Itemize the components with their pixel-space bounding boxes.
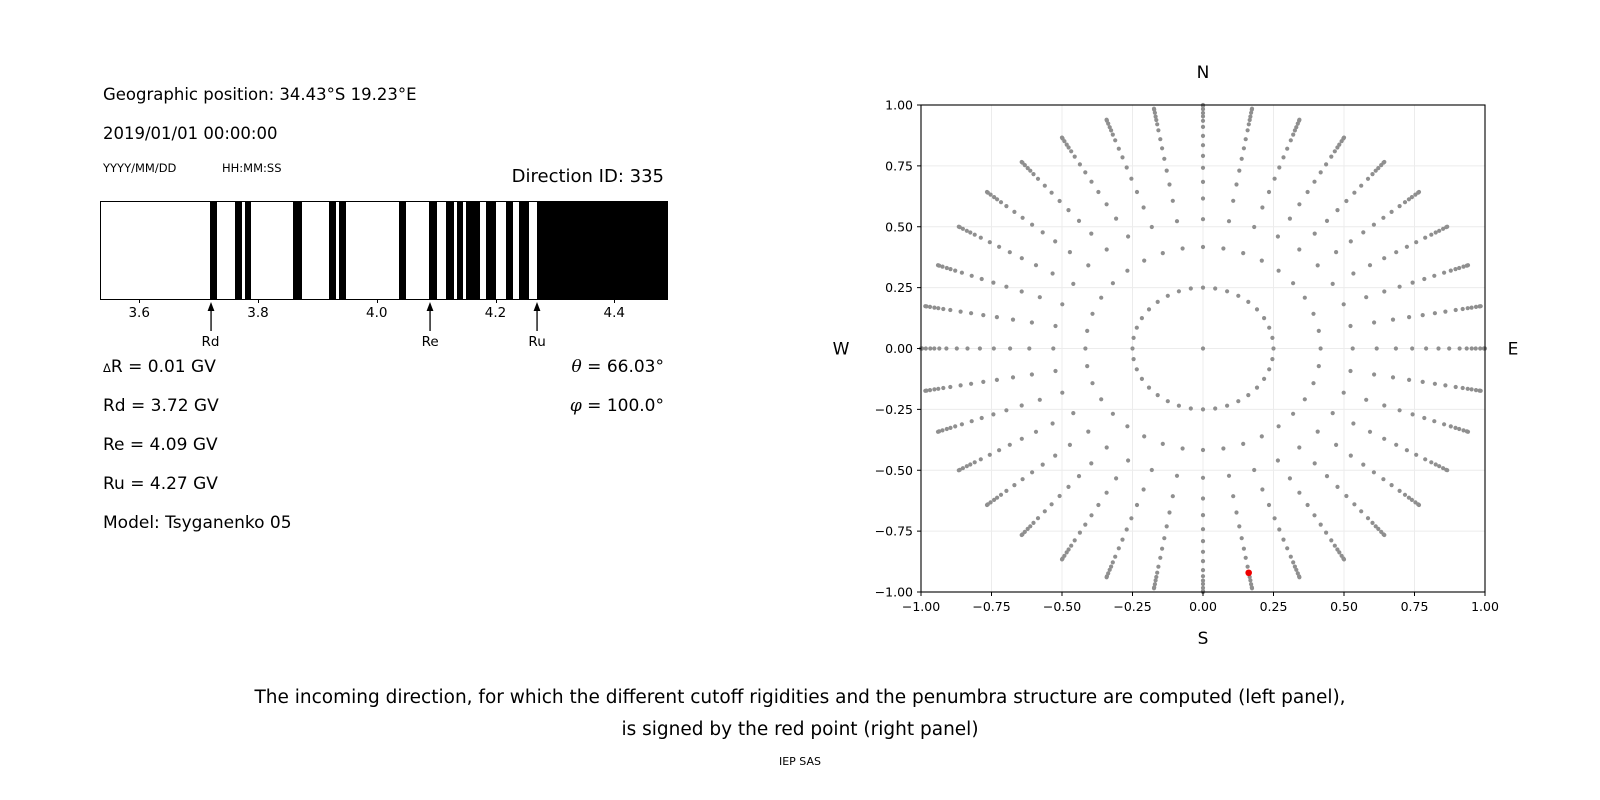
- forbidden-band: [457, 202, 463, 299]
- label-east: E: [1507, 339, 1519, 360]
- x-tick-label: 4.4: [603, 305, 626, 321]
- forbidden-band: [466, 202, 480, 299]
- x-tick-label: 0.75: [1400, 599, 1429, 614]
- time-format-hint: HH:MM:SS: [222, 161, 282, 175]
- greek-letter: θ: [571, 357, 582, 377]
- caption-line-1: The incoming direction, for which the different cutoff rigidities and the penumbra structure are computed (left panel),: [254, 687, 1346, 708]
- forbidden-band: [429, 202, 437, 299]
- compass-labels: [833, 63, 1519, 649]
- x-tick-label: 4.0: [366, 305, 388, 321]
- marker-label-re: Re: [421, 334, 439, 350]
- x-tick-label: 4.2: [484, 305, 507, 321]
- y-tick-label: 1.00: [885, 97, 913, 113]
- forbidden-band: [446, 202, 454, 299]
- forbidden-band: [329, 202, 336, 299]
- info-delta-r: ΔR = 0.01 GV: [103, 357, 216, 377]
- direction-map-plot: [820, 55, 1560, 665]
- x-tick: [496, 299, 497, 303]
- x-tick-label: 0.50: [1330, 599, 1358, 614]
- x-tick-label: −1.00: [901, 599, 941, 614]
- marker-label-ru: Ru: [528, 334, 546, 350]
- axis-tick-labels: [875, 98, 1499, 615]
- datetime-text: 2019/01/01 00:00:00: [103, 124, 278, 143]
- y-tick-label: −0.75: [874, 523, 913, 539]
- credit-text: IEP SAS: [778, 755, 822, 768]
- caption-line-2: is signed by the red point (right panel): [621, 719, 979, 740]
- forbidden-band: [339, 202, 347, 299]
- date-format-hint: YYYY/MM/DD: [103, 161, 177, 175]
- geographic-position-text: Geographic position: 34.43°S 19.23°E: [103, 85, 417, 104]
- info-theta: θ = 66.03°: [571, 357, 664, 377]
- x-tick-label: 0.25: [1259, 599, 1288, 614]
- forbidden-band: [210, 202, 218, 299]
- y-tick-label: 0.50: [885, 219, 913, 235]
- info-re: Re = 4.09 GV: [103, 435, 218, 455]
- y-tick-label: −1.00: [874, 584, 913, 600]
- forbidden-band: [293, 202, 301, 299]
- greek-letter: φ: [569, 396, 582, 416]
- forbidden-band: [506, 202, 513, 299]
- forbidden-band: [537, 202, 667, 299]
- marker-arrow-ru: [530, 302, 544, 332]
- label-north: N: [1196, 63, 1210, 83]
- x-tick: [614, 299, 615, 303]
- x-tick: [258, 299, 259, 303]
- info-rd: Rd = 3.72 GV: [103, 396, 219, 416]
- info-ru: Ru = 4.27 GV: [103, 474, 218, 494]
- x-tick-label: 3.8: [247, 305, 269, 321]
- x-tick-label: 0.00: [1189, 599, 1217, 614]
- x-tick: [139, 299, 140, 303]
- x-tick-label: 1.00: [1471, 599, 1499, 614]
- x-tick: [377, 299, 378, 303]
- y-tick-label: −0.25: [874, 401, 913, 417]
- axis-ticks: [917, 105, 1485, 596]
- red-point-selected-direction: [1245, 569, 1252, 576]
- direction-id-text: Direction ID: 335: [511, 166, 664, 187]
- y-tick-label: 0.75: [885, 158, 913, 174]
- label-south: S: [1197, 629, 1209, 649]
- y-tick-label: −0.50: [874, 462, 913, 478]
- x-tick-label: −0.75: [972, 599, 1011, 614]
- x-tick-label: 3.6: [128, 305, 150, 321]
- forbidden-band: [486, 202, 496, 299]
- info-model: Model: Tsyganenko 05: [103, 513, 292, 533]
- delta-symbol: Δ: [103, 361, 111, 375]
- x-tick-label: −0.25: [1113, 599, 1152, 614]
- forbidden-band: [245, 202, 251, 299]
- y-tick-label: 0.00: [885, 341, 913, 356]
- forbidden-band: [235, 202, 242, 299]
- marker-arrow-rd: [204, 302, 218, 332]
- marker-label-rd: Rd: [201, 334, 220, 350]
- forbidden-band: [519, 202, 529, 299]
- x-tick-label: −0.50: [1042, 599, 1082, 614]
- forbidden-band: [399, 202, 406, 299]
- info-phi: φ = 100.0°: [569, 396, 664, 416]
- penumbra-barcode-plot: [100, 201, 668, 300]
- y-tick-label: 0.25: [885, 280, 913, 296]
- label-west: W: [832, 339, 850, 360]
- center-dot: [1201, 346, 1205, 350]
- marker-arrow-re: [423, 302, 437, 332]
